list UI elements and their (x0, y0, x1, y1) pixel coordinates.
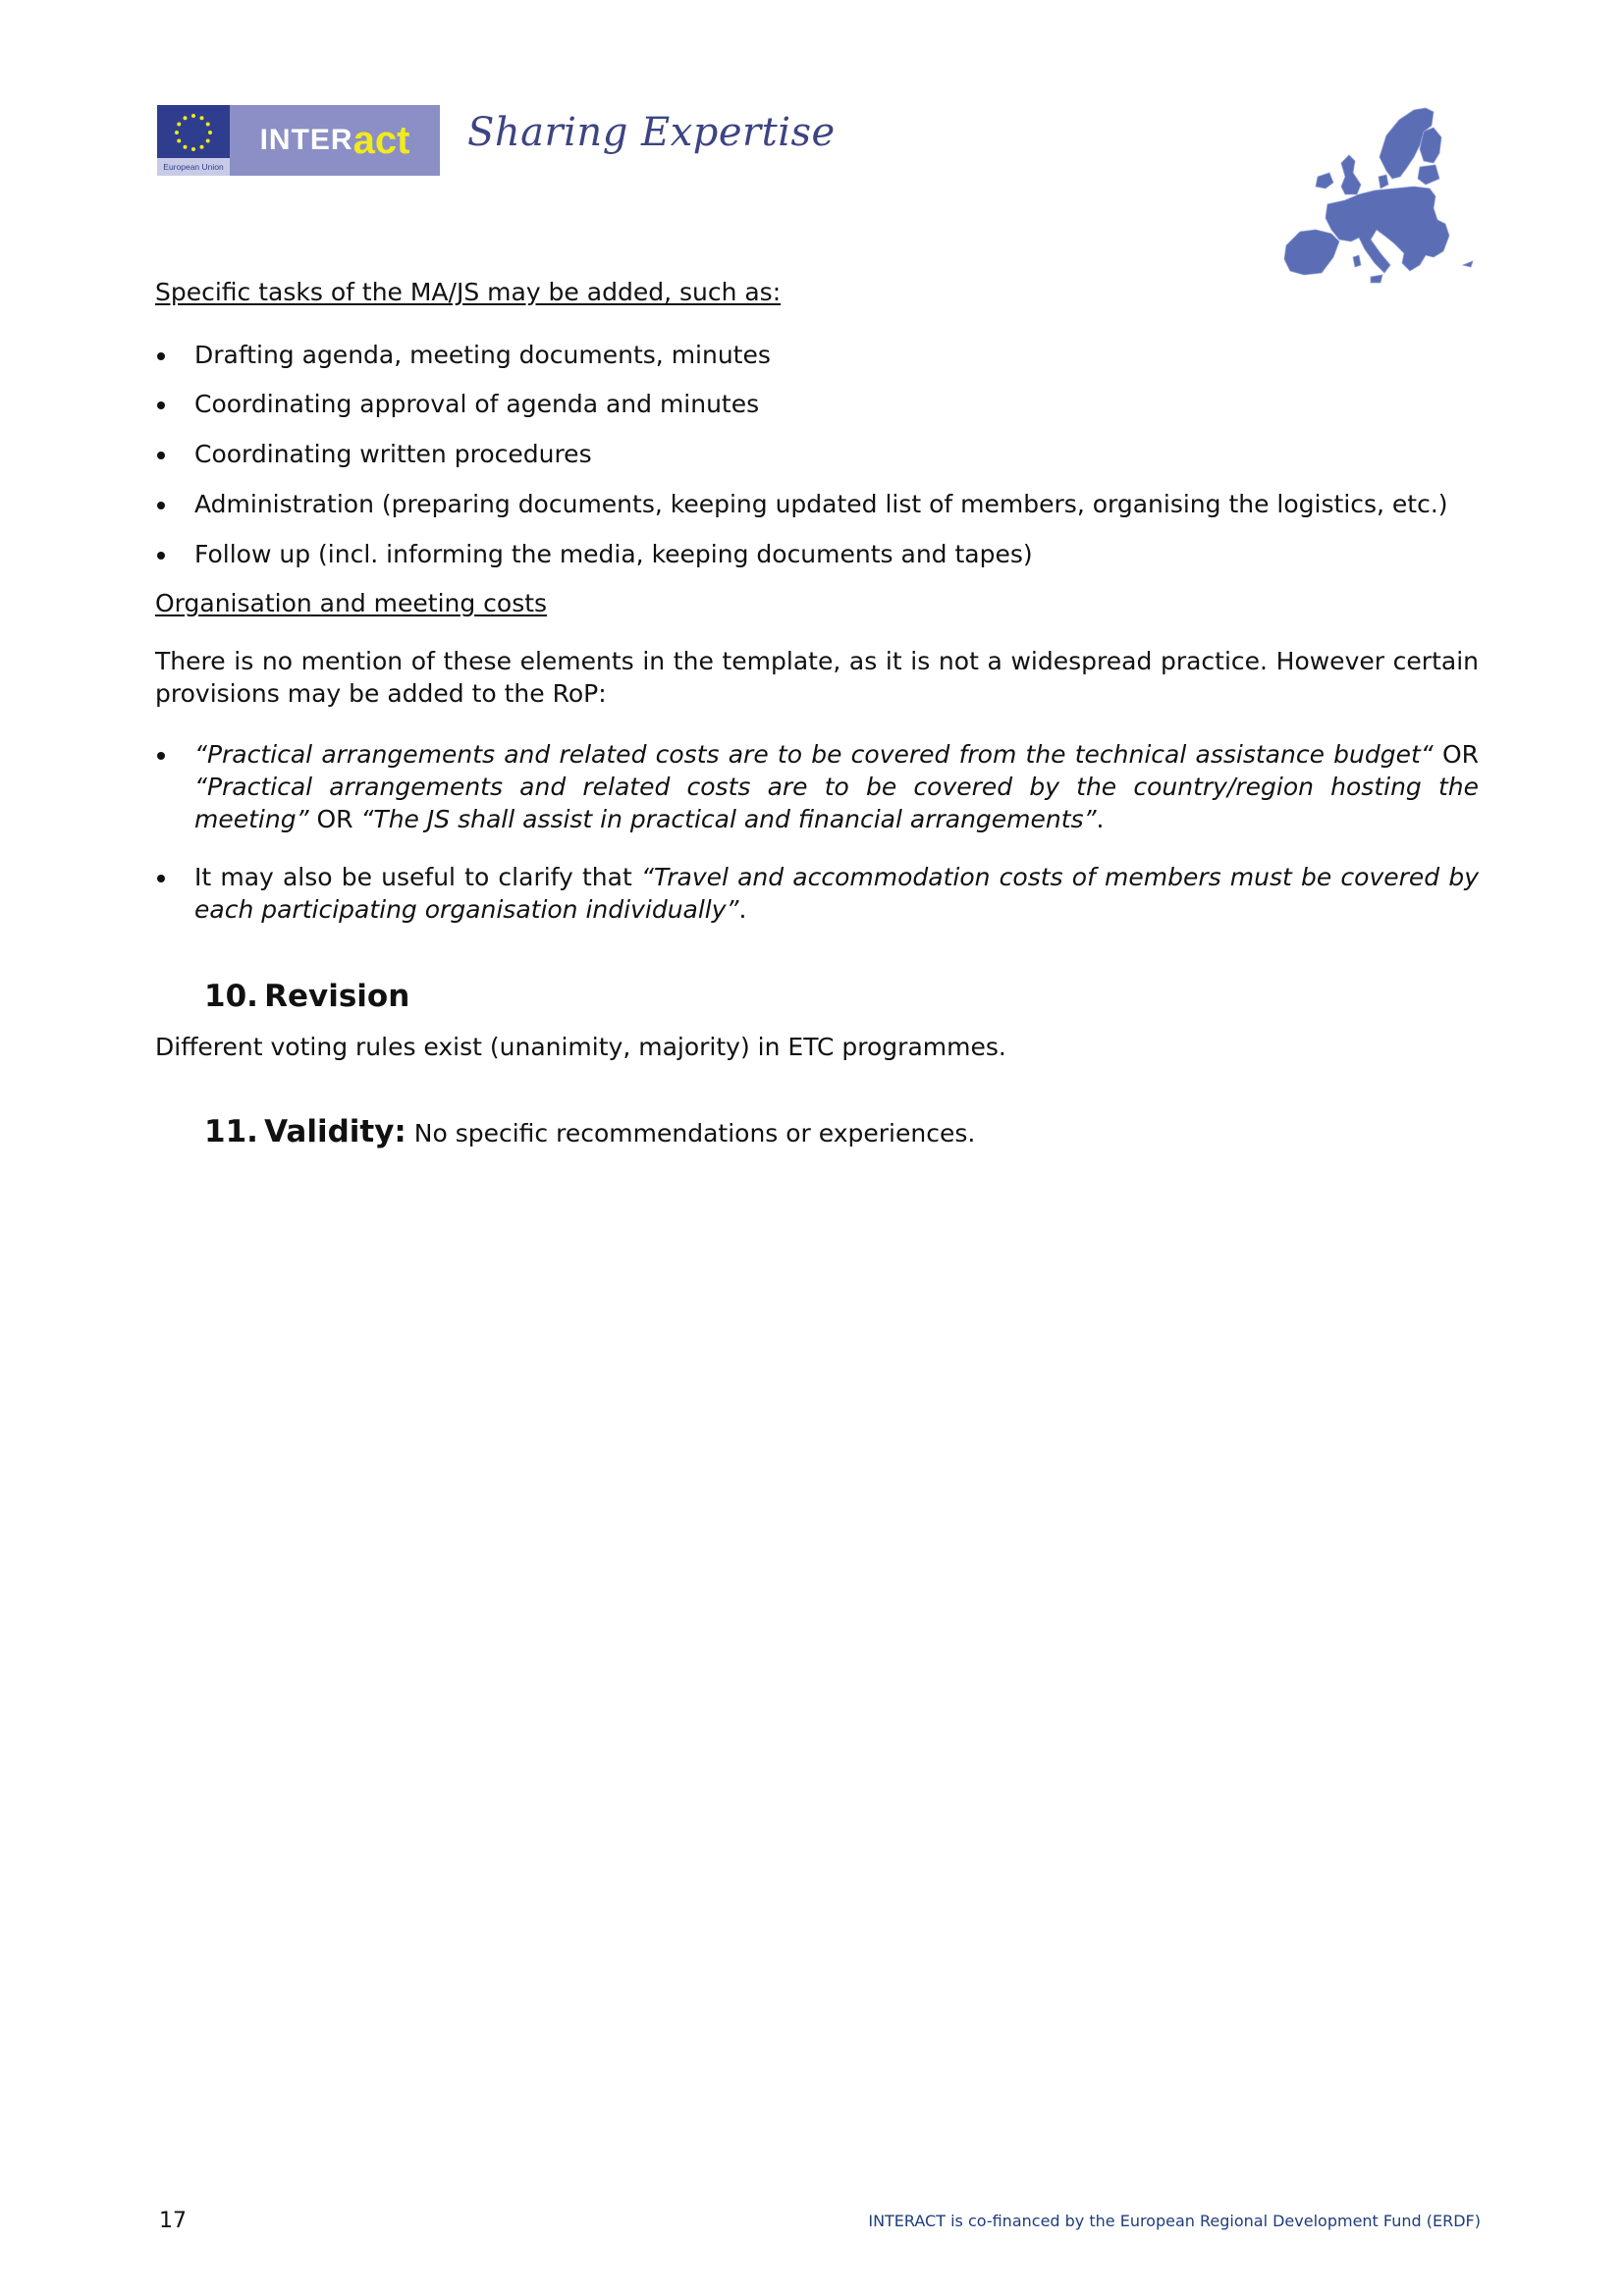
eu-star-icon (200, 145, 204, 149)
bullet-icon (157, 552, 165, 560)
eu-label: European Union (157, 158, 230, 176)
eu-flag-logo (157, 105, 230, 176)
bullet-2-end: . (738, 895, 747, 924)
revision-text: Different voting rules exist (unanimity, majority) in ETC programmes. (155, 1033, 1006, 1061)
bullet-icon (157, 352, 165, 360)
quote-2: “Practical arrangements and related costs are to be covered by the country/region hosting the meeting” (194, 773, 1479, 833)
tasks-heading: Specific tasks of the MA/JS may be added, such as: (155, 278, 782, 306)
eu-star-icon (184, 116, 188, 120)
list-item-text: Follow up (incl. informing the media, keeping documents and tapes) (194, 540, 1033, 568)
eu-star-icon (177, 123, 181, 127)
quote-travel: “Travel and accommodation costs of members must be covered by each participating organisation individually” (194, 863, 1479, 924)
validity-heading (204, 1112, 975, 1153)
revision-heading: 10. Revision (204, 979, 410, 1014)
bullet-1-end: . (1096, 805, 1105, 833)
eu-star-icon (208, 131, 212, 134)
eu-star-icon (184, 145, 188, 149)
page-number: 17 (159, 2209, 187, 2233)
costs-heading: Organisation and meeting costs (155, 589, 548, 617)
costs-intro: There is no mention of these elements in the template, as it is not a widespread practice. However certain provisions may be added to the RoP: (155, 647, 1479, 708)
list-item-text: Coordinating approval of agenda and minutes (194, 390, 760, 418)
costs-bullet-2 (194, 861, 1479, 926)
eu-star-icon (206, 139, 210, 143)
interact-logo (157, 105, 440, 176)
list-item-text: Coordinating written procedures (194, 440, 592, 468)
eu-star-icon (200, 116, 204, 120)
eu-star-icon (175, 131, 179, 134)
tagline: Sharing Expertise (467, 110, 836, 155)
eu-star-icon (177, 139, 181, 143)
eu-stars-icon (157, 105, 230, 160)
brand-act: act (352, 118, 410, 162)
quote-3: “The JS shall assist in practical and financial arrangements” (360, 805, 1097, 833)
footer-note: INTERACT is co-financed by the European Regional Development Fund (ERDF) (868, 2212, 1481, 2230)
eu-star-icon (206, 123, 210, 127)
validity-text: No specific recommendations or experiences. (406, 1119, 976, 1148)
bullet-icon (157, 401, 165, 409)
list-item-text: Drafting agenda, meeting documents, minutes (194, 341, 771, 369)
interact-wordmark (230, 105, 440, 176)
bullet-2-lead: It may also be useful to clarify that (194, 863, 641, 891)
bullet-icon (157, 875, 165, 882)
or-2: OR (308, 805, 361, 833)
brand-inter: INTER (259, 124, 353, 156)
list-item-text: Administration (preparing documents, keeping updated list of members, organising the logistics, etc.) (194, 490, 1448, 518)
europe-map-icon (1276, 98, 1489, 285)
bullet-icon (157, 752, 165, 760)
bullet-icon (157, 502, 165, 509)
eu-star-icon (191, 114, 195, 118)
or-1: OR (1433, 740, 1479, 769)
quote-1: “Practical arrangements and related costs are to be covered from the technical assistance budget“ (194, 740, 1434, 769)
validity-title: 11. Validity: (204, 1114, 406, 1149)
eu-star-icon (191, 147, 195, 151)
bullet-icon (157, 452, 165, 459)
costs-bullet-1 (194, 738, 1479, 835)
